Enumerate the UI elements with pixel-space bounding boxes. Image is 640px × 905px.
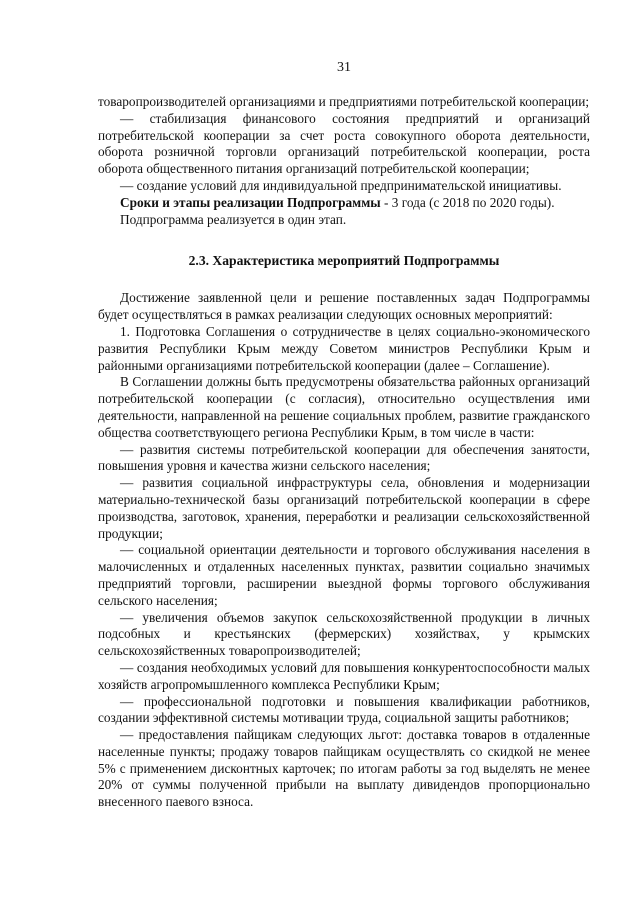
list-item: — профессиональной подготовки и повышения квалификации работников, создании эффективной системы мотивации труда, социальной защиты работников; bbox=[98, 693, 590, 726]
paragraph-intro: Достижение заявленной цели и решение поставленных задач Подпрограммы будет осуществляться в рамках реализации следующих основных мероприятий: bbox=[98, 290, 590, 323]
paragraph-initiative: — создание условий для индивидуальной предпринимательской инициативы. bbox=[120, 177, 562, 193]
paragraph-terms bbox=[98, 195, 590, 212]
list-item: — социальной ориентации деятельности и торгового обслуживания населения в малочисленных и отдаленных населенных пунктах, развитии социально значимых предприятий торговли, расширении выездной формы торгового обслуживания сельского населения; bbox=[98, 542, 590, 608]
list-item: — предоставления пайщикам следующих льгот: доставка товаров в отдаленные населенные пункты; продажу товаров пайщикам осуществлять со скидкой не менее 5% с применением дисконтных карточек; по итогам работы за год выделять не менее 20% от суммы полученной прибыли на выплату дивидендов пропорционально внесенного паевого взноса. bbox=[98, 727, 590, 810]
list-item: — создания необходимых условий для повышения конкурентоспособности малых хозяйств агропромышленного комплекса Республики Крым; bbox=[98, 659, 590, 692]
paragraph-agreement: В Соглашении должны быть предусмотрены обязательства районных организаций потребительской кооперации (с согласия), относительно осуществления ими деятельности, направленной на решение социальных проблем, развитие гражданского общества соответствующего региона Республики Крым, в том числе в части: bbox=[98, 374, 590, 440]
paragraph-single-stage: Подпрограмма реализуется в один этап. bbox=[120, 211, 347, 227]
list-item: — развития социальной инфраструктуры села, обновления и модернизации материально-технической базы организаций потребительской кооперации в сфере производства, заготовок, хранения, переработки и реализации сельскохозяйственной продукции; bbox=[98, 475, 590, 541]
paragraph-continuation: товаропроизводителей организациями и предприятиями потребительской кооперации; bbox=[98, 94, 590, 109]
terms-value: - 3 года (с 2018 по 2020 годы). bbox=[380, 194, 555, 210]
terms-label: Сроки и этапы реализации Подпрограммы bbox=[120, 194, 381, 210]
page-number: 31 bbox=[337, 60, 351, 75]
paragraph-item-1: 1. Подготовка Соглашения о сотрудничестве в целях социально-экономического развития Республики Крым между Советом министров Республики Крым и районными организациями потребительской кооперации (далее – Соглашение). bbox=[98, 323, 590, 373]
list-item: — увеличения объемов закупок сельскохозяйственной продукции в личных подсобных и крестьянских (фермерских) хозяйствах, у крымских сельскохозяйственных товаропроизводителей; bbox=[98, 609, 590, 659]
list-item: — развития системы потребительской кооперации для обеспечения занятости, повышения уровня и качества жизни сельского населения; bbox=[98, 441, 590, 474]
paragraph-stabilization: — стабилизация финансового состояния предприятий и организаций потребительской кооперации за счет роста совокупного оборота деятельности, оборота розничной торговли организаций потребительской кооперации, роста оборота общественного питания организаций потребительской кооперации; bbox=[98, 110, 590, 177]
section-heading: 2.3. Характеристика мероприятий Подпрограммы bbox=[188, 253, 500, 269]
